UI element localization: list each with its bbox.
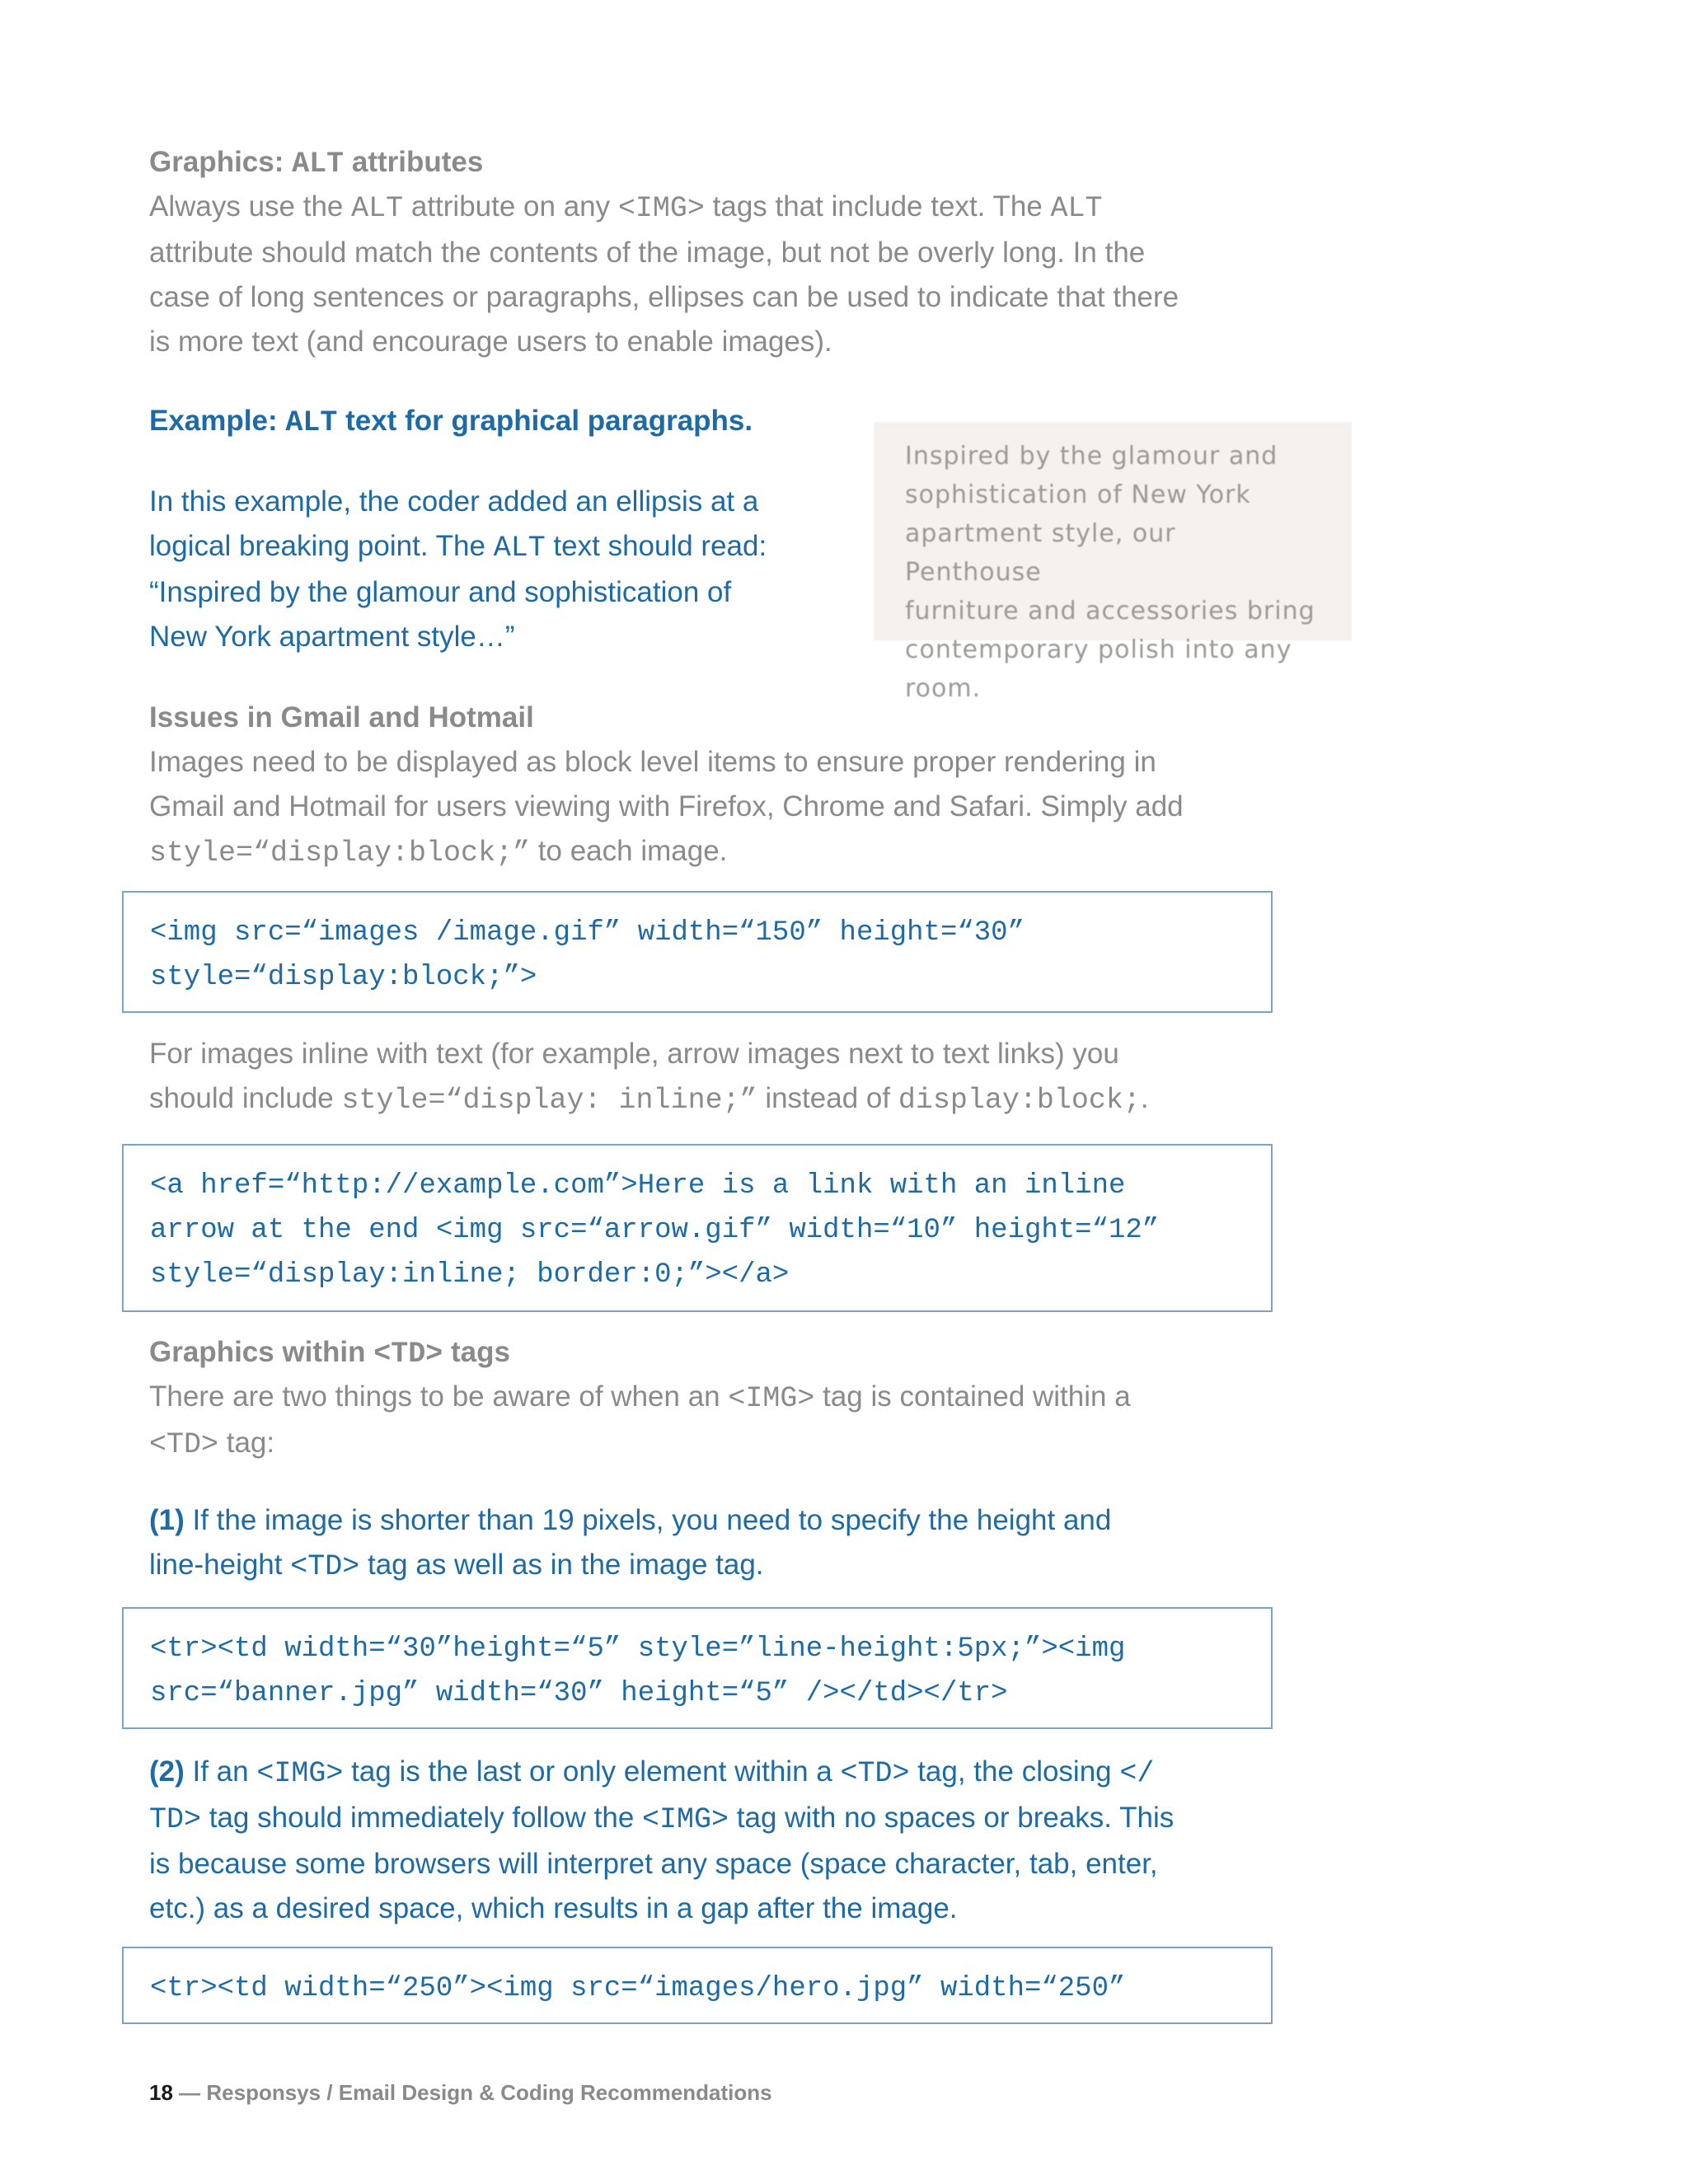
page-footer xyxy=(149,2080,772,2106)
page-number: 18 xyxy=(149,2080,173,2105)
example-paragraph: In this example, the coder added an ellipsis at a logical breaking point. The ALT text should read: “Inspired by the glamour and sophistication of New York apartment style…” xyxy=(149,485,767,653)
gmail-hotmail-paragraph: Images need to be displayed as block level items to ensure proper rendering in Gmail and Hotmail for users viewing with Firefox, Chrome and Safari. Simply add style=“display:block;” to each image. xyxy=(149,746,1184,869)
item-2-paragraph: (2) If an <IMG> tag is the last or only element within a <TD> tag, the closing </ TD> tag should immediately follow the <IMG> tag with no spaces or breaks. This is because some browsers will interpret any space (space character, tab, enter, etc.) as a desired space, which results in a gap after the image. xyxy=(149,1755,1175,1924)
code-block-display-block: <img src=“images /image.gif” width=“150” height=“30” style=“display:block;”> xyxy=(122,891,1273,1013)
code-block-inline-link: <a href=“http://example.com”>Here is a link with an inline arrow at the end <img src=“arrow.gif” width=“10” height=“12” style=“display:inline; border:0;”></a> xyxy=(122,1144,1273,1312)
footer-title: — Responsys / Email Design & Coding Recommendations xyxy=(172,2080,772,2105)
code-block-line-height: <tr><td width=“30”height=“5” style=”line-height:5px;”><img src=“banner.jpg” width=“30” height=“5” /></td></tr> xyxy=(122,1607,1273,1729)
section-heading-alt-attributes: Graphics: ALT attributes xyxy=(149,146,484,180)
section-heading-graphics-within-td: Graphics within <TD> tags xyxy=(149,1336,510,1371)
example-heading: Example: ALT text for graphical paragraphs. xyxy=(149,405,753,439)
inline-images-paragraph: For images inline with text (for example, arrow images next to text links) you should include style=“display: inline;” instead of display:block;. xyxy=(149,1038,1149,1117)
item-1-paragraph: (1) If the image is shorter than 19 pixels, you need to specify the height and line-height <TD> tag as well as in the image tag. xyxy=(149,1504,1112,1583)
section-heading-gmail-hotmail: Issues in Gmail and Hotmail xyxy=(149,701,534,733)
graphics-within-td-paragraph: There are two things to be aware of when an <IMG> tag is contained within a <TD> tag: xyxy=(149,1380,1131,1461)
code-block-hero-image: <tr><td width=“250”><img src=“images/hero.jpg” width=“250” xyxy=(122,1947,1273,2024)
alt-attributes-paragraph: Always use the ALT attribute on any <IMG> tags that include text. The ALT attribute should match the contents of the image, but not be overly long. In the case of long sentences or paragraphs, ellipses can be used to indicate that there is more text (and encourage users to enable images). xyxy=(149,190,1179,358)
sample-text-image: Inspired by the glamour and sophistication of New York apartment style, our Penthouse furniture and accessories bring contemporary polish into any room. xyxy=(874,422,1352,640)
